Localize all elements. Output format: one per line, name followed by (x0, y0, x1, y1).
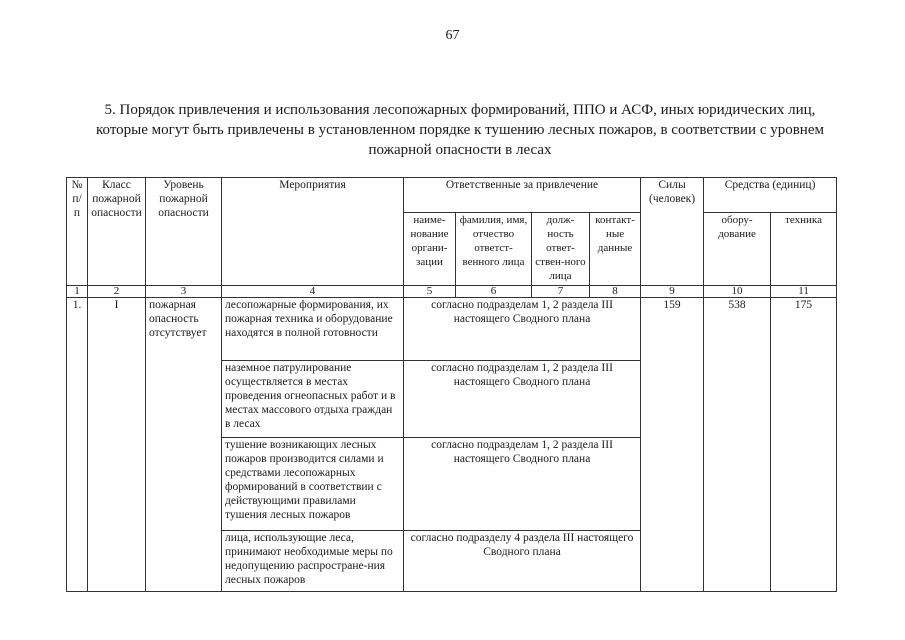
header-resp-position: долж-ность ответ-ствен-ного лица (532, 213, 590, 286)
column-number: 1 (67, 286, 88, 298)
measure-responsible: согласно подразделу 4 раздела III настоящего Сводного плана (404, 531, 641, 592)
measure-responsible: согласно подразделам 1, 2 раздела III настоящего Сводного плана (404, 438, 641, 531)
table-row (67, 298, 837, 361)
header-means: Средства (единиц) (704, 178, 837, 213)
column-number: 3 (146, 286, 222, 298)
column-number: 6 (456, 286, 532, 298)
measure-text: наземное патрулирование осуществляется в местах проведения огнеопасных работ и в местах массового отдыха граждан в лесах (222, 361, 404, 438)
header-responsible: Ответственные за привлечение (404, 178, 641, 213)
column-number: 10 (704, 286, 771, 298)
column-number: 8 (590, 286, 641, 298)
row-vehicles: 175 (771, 298, 837, 592)
header-means-vehicles: техника (771, 213, 837, 286)
column-number: 4 (222, 286, 404, 298)
column-number: 11 (771, 286, 837, 298)
header-resp-contact: контакт-ные данные (590, 213, 641, 286)
row-equipment: 538 (704, 298, 771, 592)
section-title: 5. Порядок привлечения и использования лесопожарных формирований, ППО и АСФ, иных юридических лиц, которые могут быть привлечены в установленном порядке к тушению лесных пожаров, в соответствии с уровнем пожарной опасности в лесах (96, 102, 824, 158)
row-forces: 159 (641, 298, 704, 592)
header-forces: Силы (человек) (641, 178, 704, 286)
header-level: Уровень пожарной опасности (146, 178, 222, 286)
measure-text: лица, использующие леса, принимают необходимые меры по недопущению распростране-ния лесных пожаров (222, 531, 404, 592)
row-number: 1. (67, 298, 88, 592)
header-resp-name: фамилия, имя, отчество ответст-венного лица (456, 213, 532, 286)
column-number-row (67, 286, 837, 298)
header-measures: Мероприятия (222, 178, 404, 286)
row-level: пожарная опасность отсутствует (146, 298, 222, 592)
measure-text: тушение возникающих лесных пожаров производится силами и средствами лесопожарных формирований в соответствии с действующими правилами тушения лесных пожаров (222, 438, 404, 531)
row-class: I (88, 298, 146, 592)
column-number: 9 (641, 286, 704, 298)
fire-response-table (66, 177, 837, 592)
header-resp-org: наиме-нование органи-зации (404, 213, 456, 286)
column-number: 7 (532, 286, 590, 298)
measure-responsible: согласно подразделам 1, 2 раздела III настоящего Сводного плана (404, 298, 641, 361)
header-num: № п/п (67, 178, 88, 286)
column-number: 5 (404, 286, 456, 298)
column-number: 2 (88, 286, 146, 298)
header-class: Класс пожарной опасности (88, 178, 146, 286)
page-number: 67 (445, 28, 460, 43)
header-means-equipment: обору-дование (704, 213, 771, 286)
measure-text: лесопожарные формирования, их пожарная техника и оборудование находятся в полной готовности (222, 298, 404, 361)
measure-responsible: согласно подразделам 1, 2 раздела III настоящего Сводного плана (404, 361, 641, 438)
